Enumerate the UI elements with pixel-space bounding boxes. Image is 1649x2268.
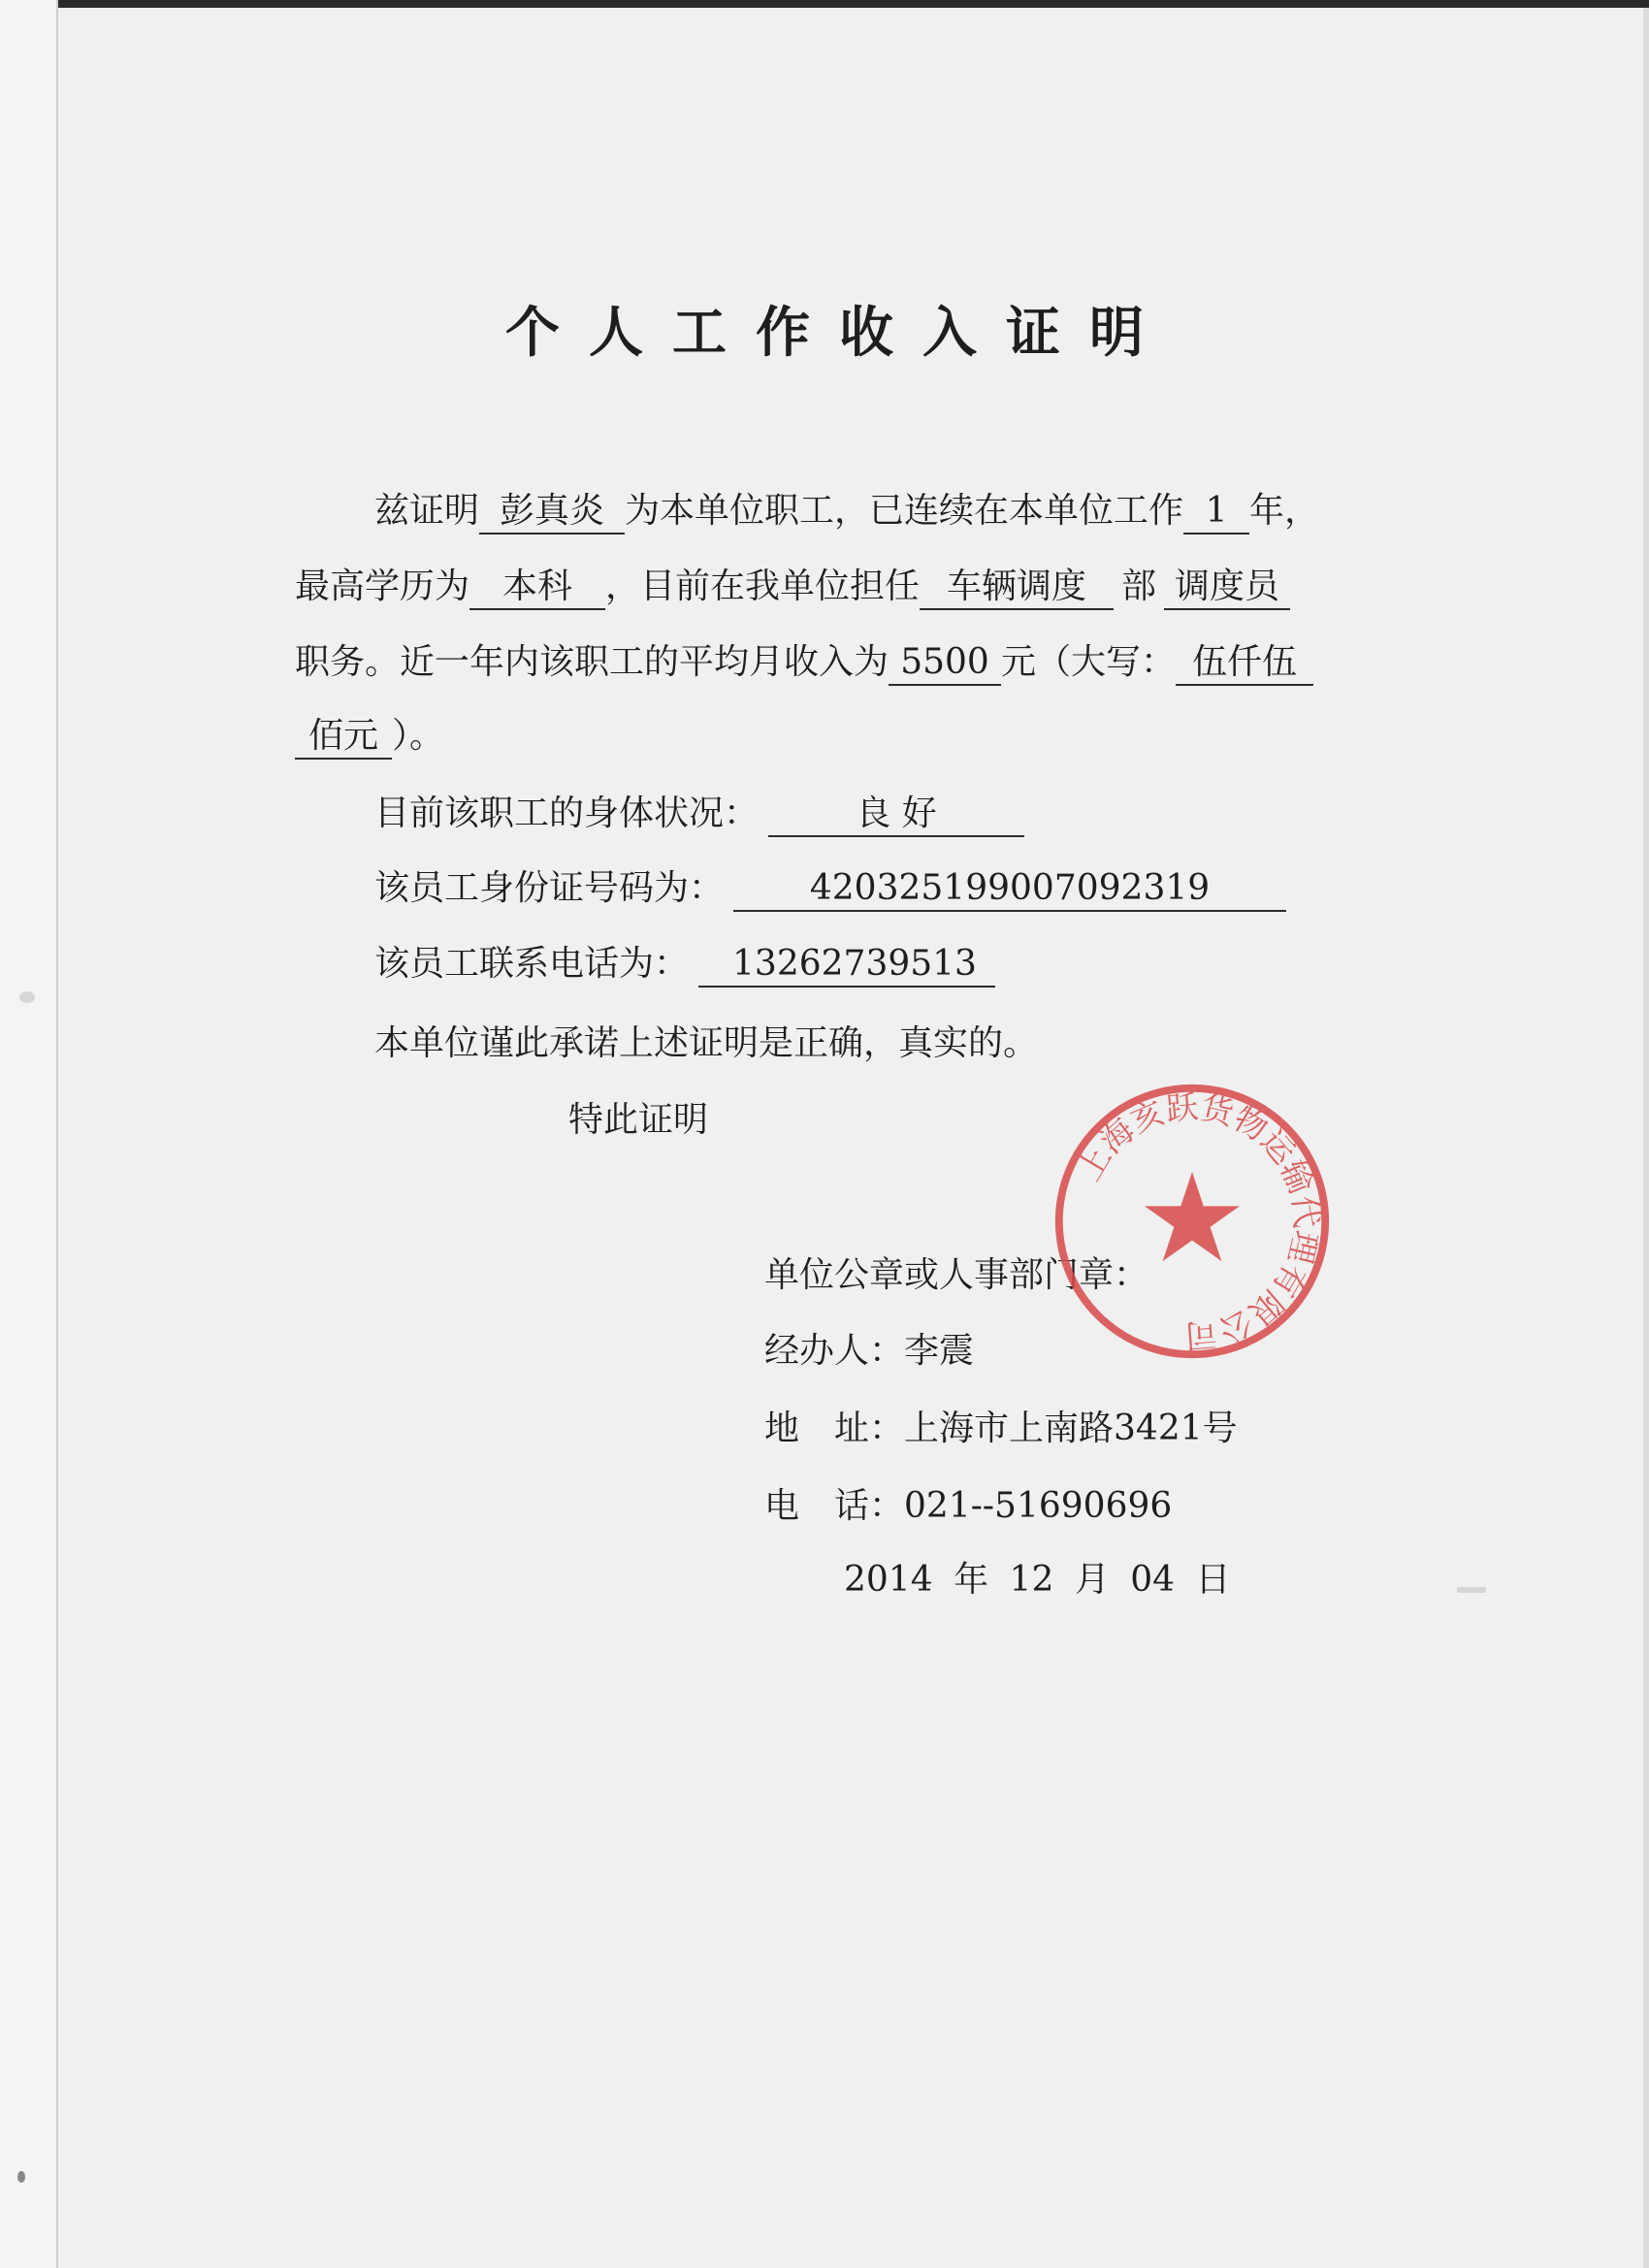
income-uppercase-field-continued: 佰元 [295,715,392,760]
employee-name-field: 彭真炎 [479,490,625,535]
income-uppercase-field: 伍仟伍 [1176,641,1313,686]
id-number-line [374,865,1286,912]
scan-speck [19,991,35,1003]
address-label: 地 址： [764,1409,905,1448]
stamp-text: 上海亥跃货物运输代理有限公司 [1069,1087,1326,1355]
phone-field [698,943,995,988]
document-title: 个人工作收入证明 [505,301,1173,365]
commitment-text: 本单位谨此承诺上述证明是正确，真实的。 [374,1023,1039,1063]
tel-value: 021--51690696 [904,1486,1173,1526]
paragraph-line-3 [295,639,1313,686]
years-worked-field: 1 [1183,490,1249,535]
scan-speck [17,2171,25,2183]
date-day: 04 [1130,1560,1176,1600]
scan-top-edge [39,0,1649,8]
department-field: 车辆调度 [920,566,1114,610]
stamp-star-icon [1145,1172,1240,1261]
position-field: 调度员 [1164,566,1290,610]
paragraph-line-4 [295,713,444,760]
special-certify-text: 特此证明 [568,1100,709,1140]
text-segment: 为本单位职工，已连续在本单位工作 [625,491,1184,531]
id-number-label: 该员工身份证号码为： [374,868,725,908]
text-segment: ，目前在我单位担任 [605,567,921,606]
tel-line [764,1483,1172,1530]
company-stamp [1050,1079,1335,1364]
health-label: 目前该职工的身体状况： [374,794,760,833]
text-segment: 最高学历为 [295,567,470,606]
handler-name: 李震 [904,1331,975,1371]
address-line [764,1406,1238,1452]
address-value: 上海市上南路3421号 [904,1409,1238,1448]
seal-label: 单位公章或人事部门章： [764,1255,1149,1295]
id-number-value: 420325199007092319 [809,868,1211,908]
id-number-field [733,867,1286,912]
text-segment: 年， [1249,491,1320,531]
paragraph-line-2 [295,564,1290,610]
text-segment: 兹证明 [374,491,480,531]
monthly-income-field: 5500 [889,641,1001,686]
phone-value: 13262739513 [732,944,977,984]
date-month: 12 [1009,1560,1054,1600]
phone-line [374,941,995,988]
date-day-char: 日 [1195,1560,1231,1600]
date-month-char: 月 [1074,1560,1110,1600]
education-field: 本科 [469,566,605,610]
handler-line [764,1328,974,1375]
handler-label: 经办人： [764,1331,905,1371]
date-line [844,1557,1241,1604]
phone-label: 该员工联系电话为： [374,944,690,984]
text-segment: 元（大写： [1001,642,1177,682]
tel-label: 电 话： [764,1486,905,1526]
date-year-char: 年 [954,1560,989,1600]
health-field: 良 好 [768,793,1024,837]
paragraph-line-1 [374,488,1319,535]
text-segment: ）。 [392,716,445,756]
date-year: 2014 [844,1560,933,1600]
health-line [374,791,1024,837]
text-segment: 部 [1121,567,1157,606]
text-segment: 职务。近一年内该职工的平均月收入为 [295,642,889,682]
scan-speck [1457,1587,1486,1593]
